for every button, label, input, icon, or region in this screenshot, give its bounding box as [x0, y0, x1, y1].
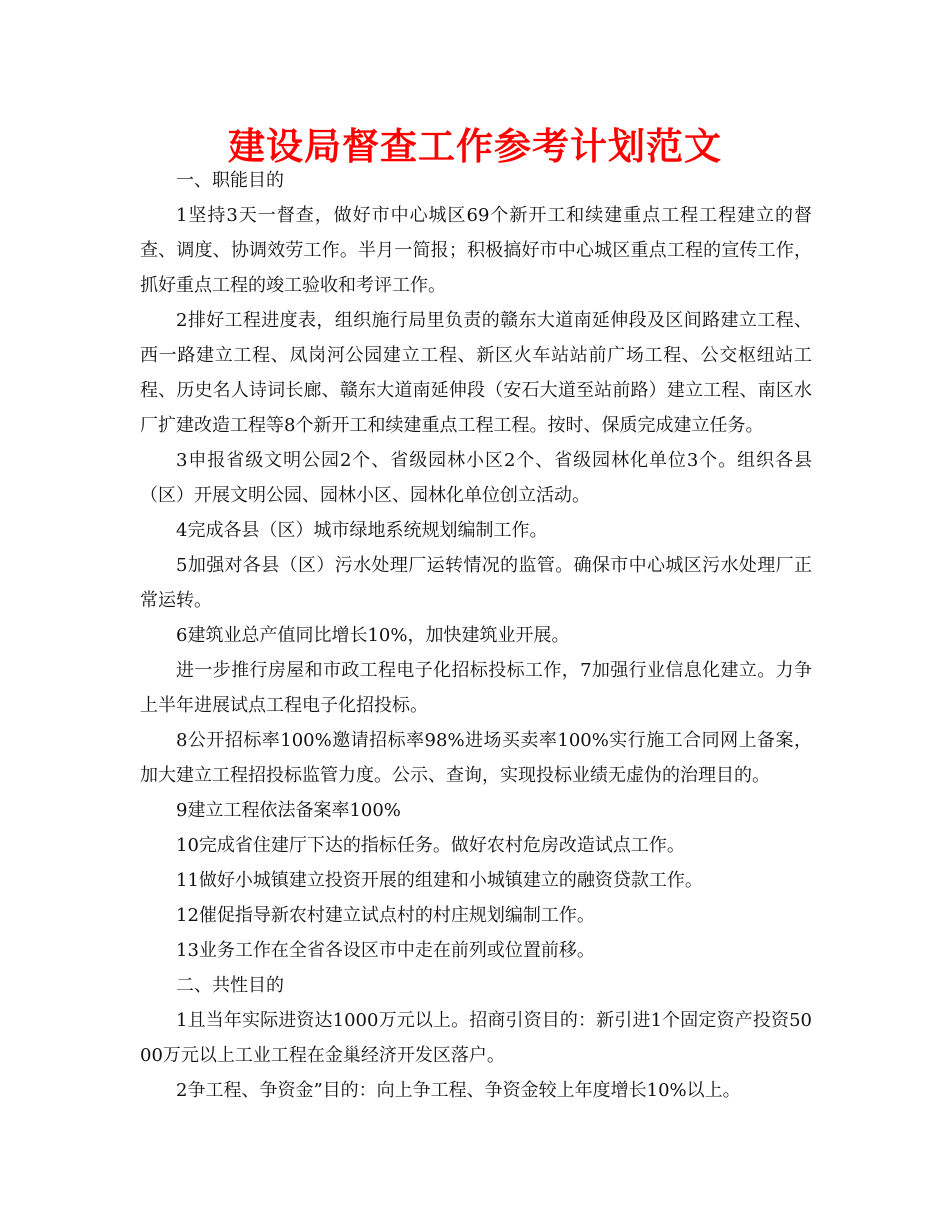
paragraph: 2排好工程进度表，组织施行局里负责的赣东大道南延伸段及区间路建立工程、西一路建立工程、凤岗河公园建立工程、新区火车站站前广场工程、公交枢纽站工程、历史名人诗词长廊、赣东大道南延伸段（安石大道至站前路）建立工程、南区水厂扩建改造工程等8个新开工和续建重点工程工程。按时、保质完成建立任务。	[140, 310, 812, 436]
section-heading-2: 二、共性目的	[176, 975, 284, 996]
document-body	[140, 163, 812, 1108]
paragraph: 6建筑业总产值同比增长10%，加快建筑业开展。	[176, 625, 570, 646]
paragraph: 1坚持3天一督查，做好市中心城区69个新开工和续建重点工程工程建立的督查、调度、协调效劳工作。半月一简报；积极搞好市中心城区重点工程的宣传工作，抓好重点工程的竣工验收和考评工作。	[140, 205, 812, 296]
section-heading-1: 一、职能目的	[176, 170, 284, 191]
paragraph: 5加强对各县（区）污水处理厂运转情况的监管。确保市中心城区污水处理厂正常运转。	[140, 555, 812, 611]
paragraph: 进一步推行房屋和市政工程电子化招标投标工作，7加强行业信息化建立。力争上半年进展试点工程电子化招投标。	[140, 660, 812, 716]
paragraph: 10完成省住建厅下达的指标任务。做好农村危房改造试点工作。	[176, 835, 685, 856]
paragraph: 1且当年实际进资达1000万元以上。招商引资目的：新引进1个固定资产投资5000万元以上工业工程在金巢经济开发区落户。	[140, 1010, 812, 1066]
paragraph: 11做好小城镇建立投资开展的组建和小城镇建立的融资贷款工作。	[176, 870, 703, 891]
paragraph: 13业务工作在全省各设区市中走在前列或位置前移。	[176, 940, 595, 961]
paragraph: 12催促指导新农村建立试点村的村庄规划编制工作。	[176, 905, 595, 926]
document-title: 建设局督查工作参考计划范文	[228, 124, 722, 168]
paragraph: 8公开招标率100%邀请招标率98%进场买卖率100%实行施工合同网上备案，加大建立工程招投标监管力度。公示、查询，实现投标业绩无虚伪的治理目的。	[140, 730, 812, 786]
paragraph: 2争工程、争资金”目的：向上争工程、争资金较上年度增长10%以上。	[176, 1080, 741, 1101]
paragraph: 9建立工程依法备案率100%	[176, 800, 401, 821]
paragraph: 4完成各县（区）城市绿地系统规划编制工作。	[176, 520, 548, 541]
paragraph: 3申报省级文明公园2个、省级园林小区2个、省级园林化单位3个。组织各县（区）开展文明公园、园林小区、园林化单位创立活动。	[140, 450, 812, 506]
